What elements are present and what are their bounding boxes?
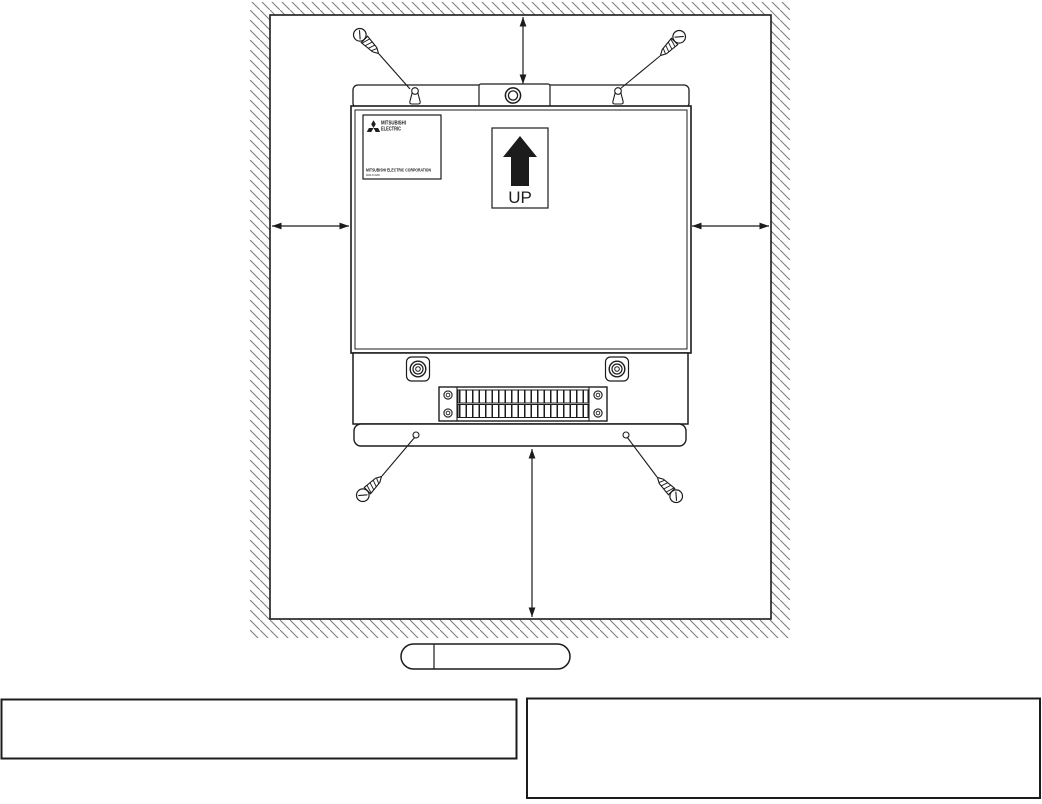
- brand-label: [363, 115, 441, 179]
- up-label: [492, 128, 548, 208]
- brand-name-line1: MITSUBISHI: [381, 120, 407, 127]
- up-text: UP: [508, 188, 532, 207]
- brand-made-in: MADE IN JAPAN: [366, 173, 380, 177]
- note-box-right: [527, 699, 1040, 799]
- footer-note-boxes: [2, 699, 1041, 799]
- device: [351, 84, 691, 446]
- flange-hole-right: [623, 432, 629, 438]
- center-hanger: [479, 84, 550, 107]
- brand-name-line2: ELECTRIC: [381, 126, 402, 133]
- terminal-screw-icon: [594, 391, 602, 399]
- brand-corporation: MITSUBISHI ELECTRIC CORPORATION: [366, 167, 432, 173]
- terminal-screw-icon: [594, 409, 602, 417]
- terminal-block: [439, 387, 607, 421]
- anchor-pill: [401, 644, 570, 669]
- flange-hole-left: [413, 432, 419, 438]
- terminal-screw-icon: [444, 409, 452, 417]
- bottom-flange: [354, 424, 686, 446]
- keyhole-slot-right-icon: [613, 88, 623, 104]
- note-box-left: [2, 700, 517, 759]
- terminal-screw-icon: [444, 391, 452, 399]
- keyhole-slot-left-icon: [410, 88, 420, 104]
